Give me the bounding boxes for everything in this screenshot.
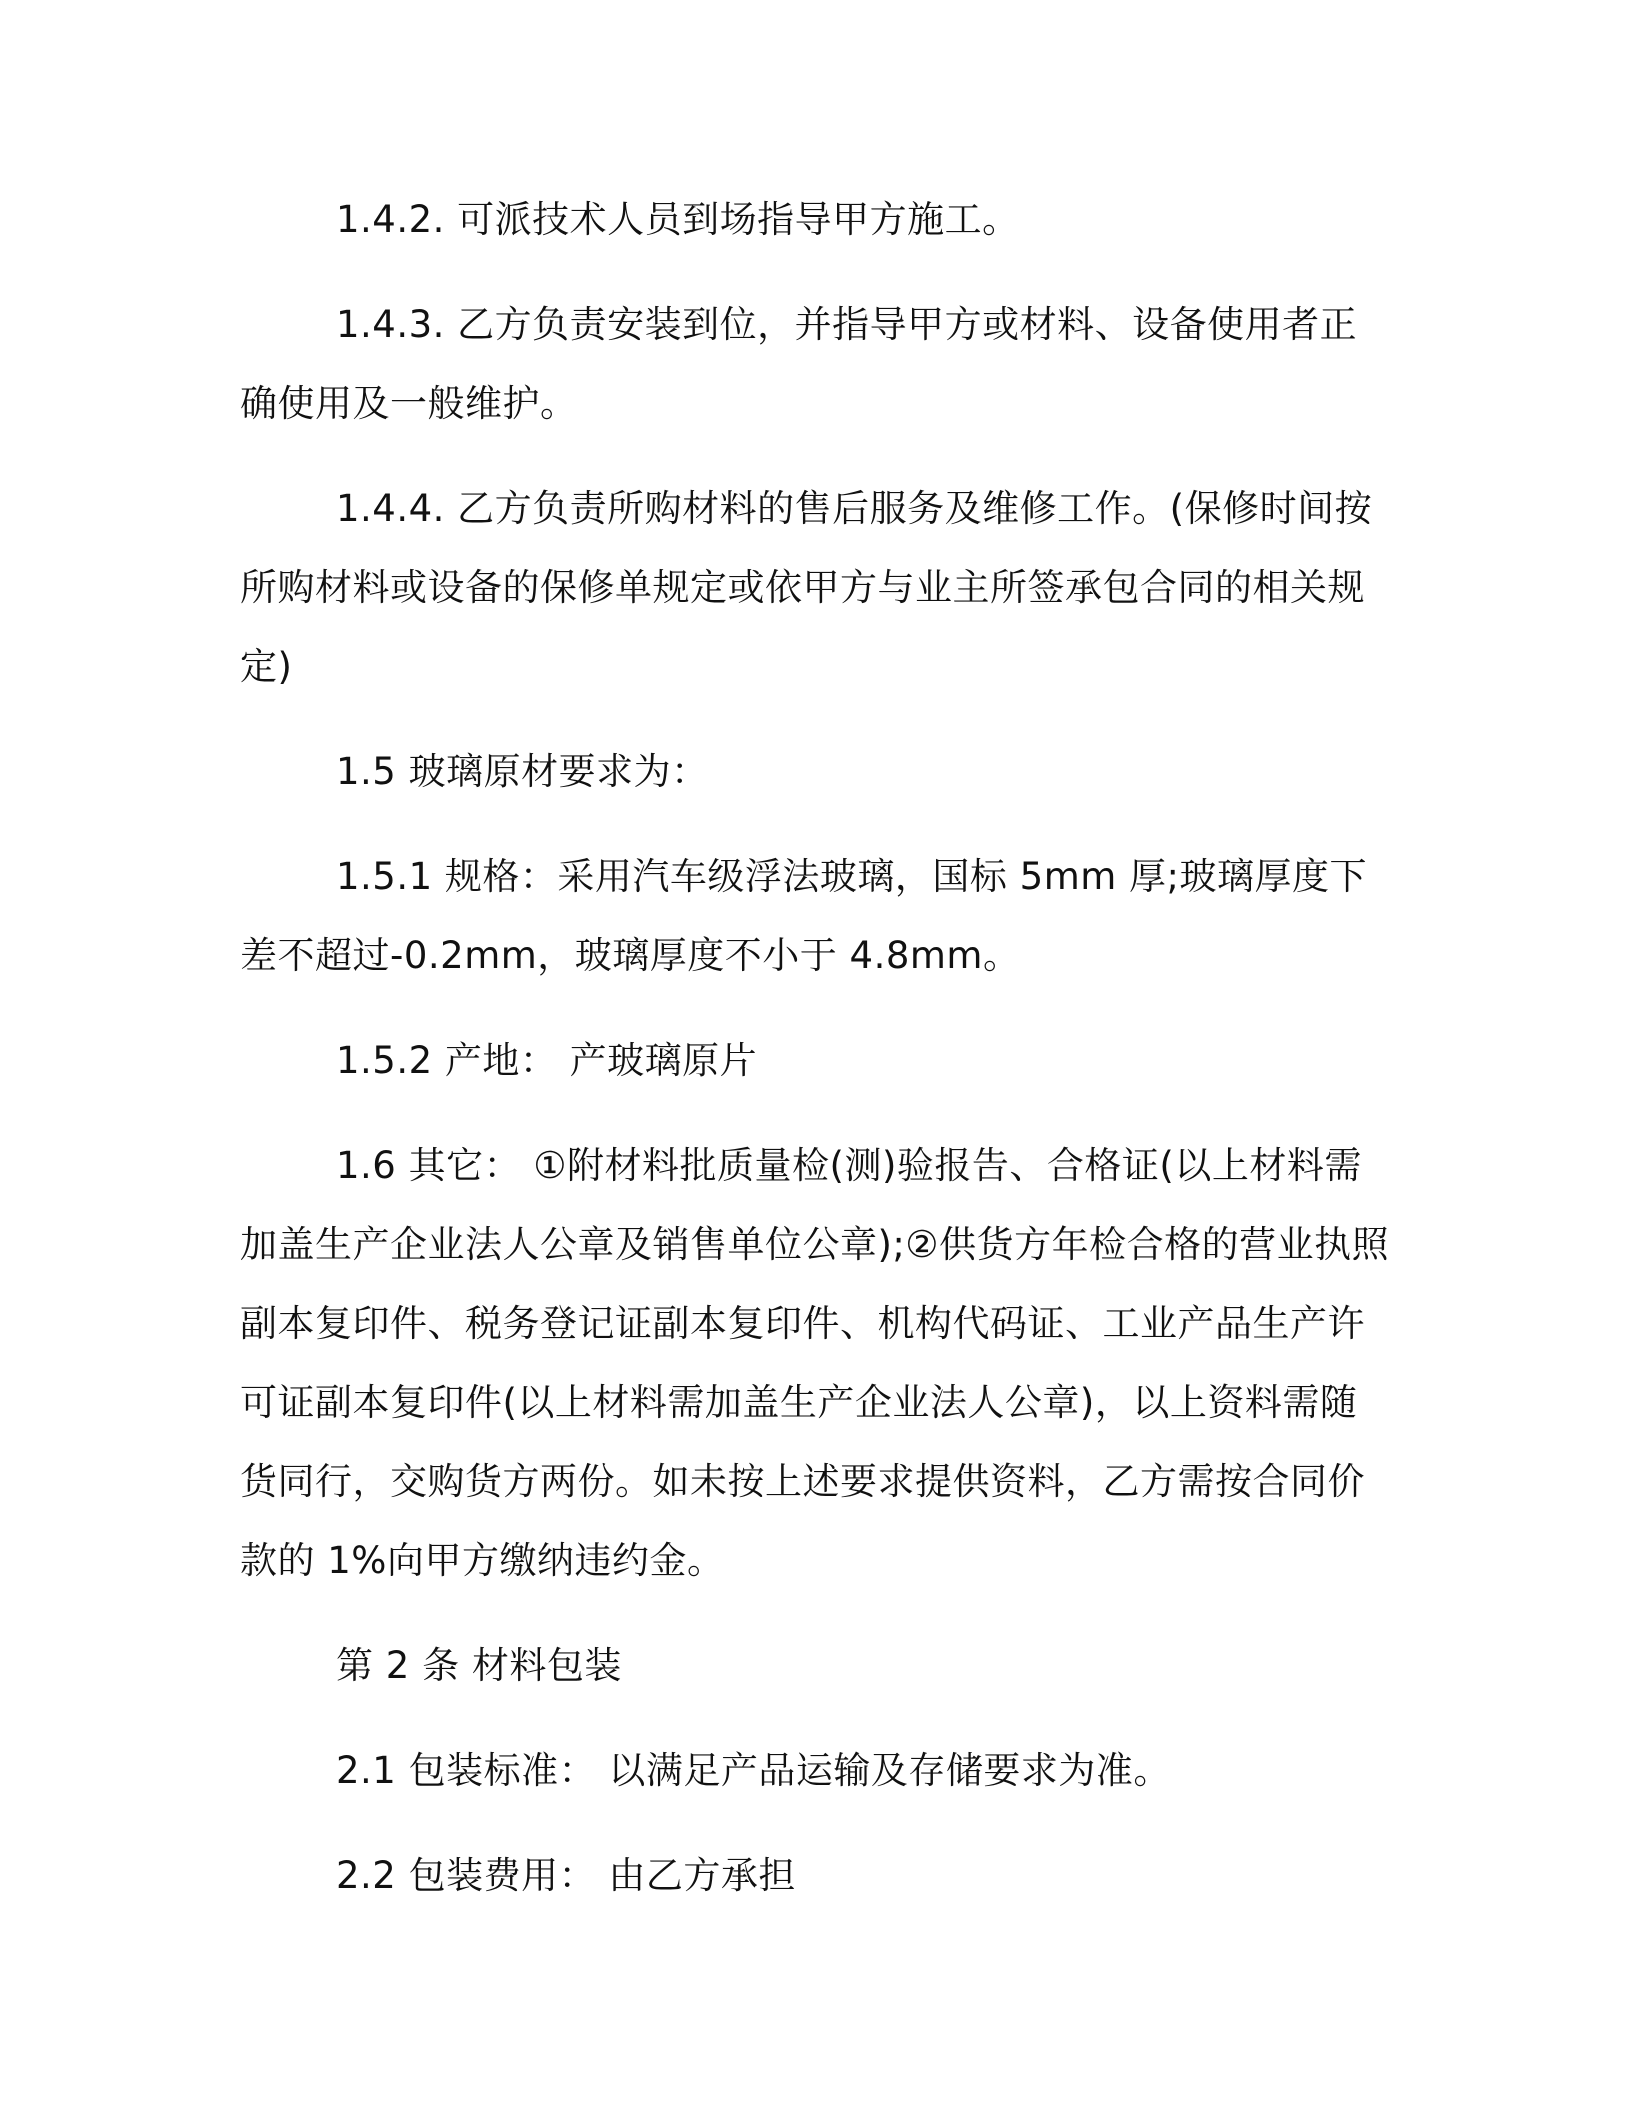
section-heading-article-2: 第 2 条 材料包装 — [336, 1644, 622, 1687]
paragraph-1-6: 1.6 其它： ①附材料批质量检(测)验报告、合格证(以上材料需加盖生产企业法人公章及销售单位公章);②供货方年检合格的营业执照副本复印件、税务登记证副本复印件、机构代码证、工业产品生产许可证副本复印件(以上材料需加盖生产企业法人公章)，以上资料需随货同行，交购货方两份。如未按上述要求提供资料，乙方需按合同价款的 1%向甲方缴纳违约金。 — [240, 1144, 1390, 1582]
paragraph-2-1: 2.1 包装标准： 以满足产品运输及存储要求为准。 — [336, 1749, 1171, 1792]
paragraph-1-4-4: 1.4.4. 乙方负责所购材料的售后服务及维修工作。(保修时间按所购材料或设备的保修单规定或依甲方与业主所签承包合同的相关规定) — [240, 487, 1373, 688]
paragraph-1-5: 1.5 玻璃原材要求为： — [336, 750, 709, 793]
paragraph-1-4-2: 1.4.2. 可派技术人员到场指导甲方施工。 — [336, 198, 1020, 241]
document-body — [240, 180, 1390, 1941]
paragraph-1-4-3: 1.4.3. 乙方负责安装到位，并指导甲方或材料、设备使用者正确使用及一般维护。 — [240, 303, 1358, 425]
paragraph-1-5-2: 1.5.2 产地： 产玻璃原片 — [336, 1039, 758, 1082]
paragraph-1-5-1: 1.5.1 规格：采用汽车级浮法玻璃，国标 5mm 厚;玻璃厚度下差不超过-0.2mm，玻璃厚度不小于 4.8mm。 — [240, 855, 1368, 977]
paragraph-2-2: 2.2 包装费用： 由乙方承担 — [336, 1854, 796, 1897]
